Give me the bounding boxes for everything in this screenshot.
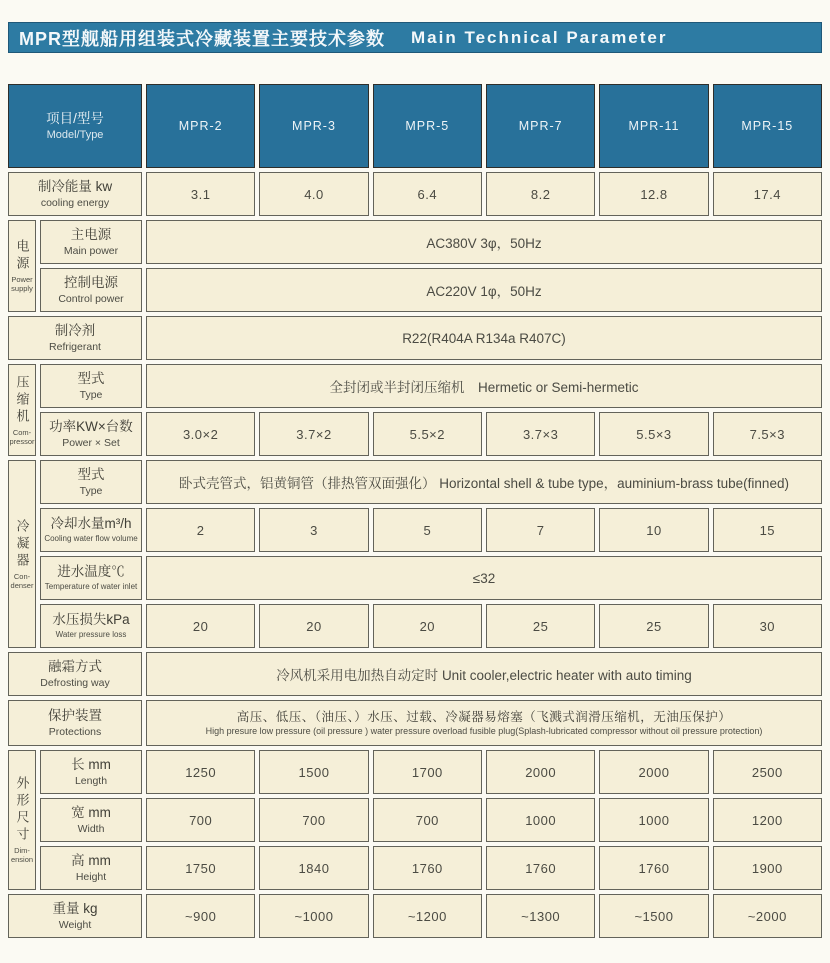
header-model-mpr7: MPR-7 xyxy=(486,84,595,168)
section-condenser xyxy=(8,460,822,648)
label-zh: 制冷能量 kw xyxy=(37,179,113,195)
label-en: Length xyxy=(74,774,108,787)
water-inlet-temp-value: ≤32 xyxy=(146,556,822,600)
power-set-value: 3.0×2 xyxy=(146,412,255,456)
group-zh: 冷凝器 xyxy=(14,518,30,570)
label-zh: 融霜方式 xyxy=(48,659,102,675)
pressure-loss-value: 25 xyxy=(599,604,708,648)
weight-value: ~900 xyxy=(146,894,255,938)
label-water-inlet-temp xyxy=(40,556,142,600)
label-zh: 控制电源 xyxy=(64,275,118,291)
label-zh: 保护装置 xyxy=(48,708,102,724)
length-value: 1250 xyxy=(146,750,255,794)
compressor-type-value: 全封闭或半封闭压缩机 Hermetic or Semi-hermetic xyxy=(146,364,822,408)
cooling-energy-value: 17.4 xyxy=(713,172,822,216)
label-zh: 高 mm xyxy=(71,853,111,869)
label-protections xyxy=(8,700,142,746)
width-value: 700 xyxy=(373,798,482,842)
label-en: Water pressure loss xyxy=(55,630,127,640)
label-main-power xyxy=(40,220,142,264)
power-set-value: 5.5×3 xyxy=(599,412,708,456)
row-power-set xyxy=(40,412,822,456)
header-model-mpr11: MPR-11 xyxy=(599,84,708,168)
height-value: 1760 xyxy=(373,846,482,890)
label-zh: 型式 xyxy=(77,371,105,387)
length-value: 2500 xyxy=(713,750,822,794)
power-set-value: 5.5×2 xyxy=(373,412,482,456)
label-control-power xyxy=(40,268,142,312)
group-zh: 外形尺寸 xyxy=(14,776,30,844)
weight-value: ~2000 xyxy=(713,894,822,938)
cooling-energy-value: 8.2 xyxy=(486,172,595,216)
label-power-set xyxy=(40,412,142,456)
main-power-value: AC380V 3φ，50Hz xyxy=(146,220,822,264)
section-power-supply xyxy=(8,220,822,312)
group-compressor xyxy=(8,364,36,456)
label-en: Refrigerant xyxy=(49,340,101,353)
condenser-type-value: 卧式壳管式，铝黄铜管（排热管双面强化） Horizontal shell & tube type，auminium-brass tube(finned) xyxy=(146,460,822,504)
group-zh: 压缩机 xyxy=(14,374,30,426)
length-value: 2000 xyxy=(486,750,595,794)
title-bar xyxy=(8,22,822,53)
label-defrosting xyxy=(8,652,142,696)
row-cooling-energy xyxy=(8,172,822,216)
weight-value: ~1000 xyxy=(259,894,368,938)
label-en: Control power xyxy=(58,292,124,305)
cooling-water-value: 10 xyxy=(599,508,708,552)
label-height xyxy=(40,846,142,890)
label-zh: 宽 mm xyxy=(71,805,111,821)
weight-value: ~1300 xyxy=(486,894,595,938)
label-en: cooling energy xyxy=(40,196,110,209)
label-en: Height xyxy=(75,870,107,883)
label-en: Weight xyxy=(58,918,92,931)
row-protections xyxy=(8,700,822,746)
row-length xyxy=(40,750,822,794)
power-set-value: 3.7×3 xyxy=(486,412,595,456)
group-en: Dim- ension xyxy=(10,846,34,864)
label-en: Type xyxy=(79,484,103,497)
cooling-energy-value: 3.1 xyxy=(146,172,255,216)
height-value: 1760 xyxy=(486,846,595,890)
page-title-en: Main Technical Parameter xyxy=(411,27,668,47)
header-corner-cell xyxy=(8,84,142,168)
row-weight xyxy=(8,894,822,938)
label-zh: 长 mm xyxy=(71,757,111,773)
label-zh: 冷却水量m³/h xyxy=(50,516,132,532)
label-zh: 重量 kg xyxy=(52,901,98,917)
cooling-water-value: 2 xyxy=(146,508,255,552)
label-en: Power × Set xyxy=(62,436,120,449)
height-value: 1900 xyxy=(713,846,822,890)
power-set-value: 3.7×2 xyxy=(259,412,368,456)
group-dimension xyxy=(8,750,36,890)
width-value: 700 xyxy=(259,798,368,842)
width-value: 1200 xyxy=(713,798,822,842)
header-model-mpr2: MPR-2 xyxy=(146,84,255,168)
label-zh: 制冷剂 xyxy=(54,323,96,339)
length-value: 1700 xyxy=(373,750,482,794)
width-value: 1000 xyxy=(599,798,708,842)
width-value: 1000 xyxy=(486,798,595,842)
height-value: 1750 xyxy=(146,846,255,890)
cooling-water-value: 5 xyxy=(373,508,482,552)
label-zh: 进水温度℃ xyxy=(57,564,125,580)
row-main-power xyxy=(40,220,822,264)
weight-value: ~1500 xyxy=(599,894,708,938)
weight-value: ~1200 xyxy=(373,894,482,938)
cooling-energy-value: 4.0 xyxy=(259,172,368,216)
control-power-value: AC220V 1φ，50Hz xyxy=(146,268,822,312)
label-en: Protections xyxy=(48,725,102,738)
row-height xyxy=(40,846,822,890)
protections-value-zh: 高压、低压、（油压、）水压、过载、冷凝器易熔塞（飞溅式润滑压缩机，无油压保护） xyxy=(236,709,732,724)
row-water-inlet-temp xyxy=(40,556,822,600)
label-cooling-water xyxy=(40,508,142,552)
label-en: Type xyxy=(79,388,103,401)
header-model-mpr3: MPR-3 xyxy=(259,84,368,168)
cooling-water-value: 7 xyxy=(486,508,595,552)
row-cooling-water xyxy=(40,508,822,552)
label-width xyxy=(40,798,142,842)
pressure-loss-value: 20 xyxy=(373,604,482,648)
group-power-supply xyxy=(8,220,36,312)
label-en: Width xyxy=(77,822,105,835)
pressure-loss-value: 25 xyxy=(486,604,595,648)
height-value: 1840 xyxy=(259,846,368,890)
row-width xyxy=(40,798,822,842)
length-value: 2000 xyxy=(599,750,708,794)
table-header-row xyxy=(8,84,822,168)
cooling-energy-value: 6.4 xyxy=(373,172,482,216)
height-value: 1760 xyxy=(599,846,708,890)
label-weight xyxy=(8,894,142,938)
row-condenser-type xyxy=(40,460,822,504)
section-compressor xyxy=(8,364,822,456)
row-compressor-type xyxy=(40,364,822,408)
header-model-mpr5: MPR-5 xyxy=(373,84,482,168)
row-refrigerant xyxy=(8,316,822,360)
row-control-power xyxy=(40,268,822,312)
header-model-mpr15: MPR-15 xyxy=(713,84,822,168)
pressure-loss-value: 30 xyxy=(713,604,822,648)
header-corner-en: Model/Type xyxy=(46,128,104,141)
section-dimension xyxy=(8,750,822,890)
group-zh: 电源 xyxy=(14,239,30,273)
label-length xyxy=(40,750,142,794)
group-en: Power supply xyxy=(11,275,33,293)
row-defrosting xyxy=(8,652,822,696)
group-en: Con- denser xyxy=(10,571,34,590)
page-title-zh: MPR型舰船用组装式冷藏装置主要技术参数 xyxy=(19,28,385,49)
defrosting-value: 冷风机采用电加热自动定时 Unit cooler,electric heater with auto timing xyxy=(146,652,822,696)
label-zh: 功率KW×台数 xyxy=(49,419,133,435)
label-refrigerant xyxy=(8,316,142,360)
label-en: Cooling water flow volume xyxy=(44,534,138,544)
group-en: Com- pressor xyxy=(9,427,35,446)
label-zh: 水压损失kPa xyxy=(52,612,130,628)
label-cooling-energy xyxy=(8,172,142,216)
label-compressor-type xyxy=(40,364,142,408)
refrigerant-value: R22(R404A R134a R407C) xyxy=(146,316,822,360)
label-en: Main power xyxy=(63,244,119,257)
label-zh: 主电源 xyxy=(70,227,112,243)
pressure-loss-value: 20 xyxy=(259,604,368,648)
protections-value xyxy=(146,700,822,746)
width-value: 700 xyxy=(146,798,255,842)
cooling-energy-value: 12.8 xyxy=(599,172,708,216)
length-value: 1500 xyxy=(259,750,368,794)
header-corner-zh: 项目/型号 xyxy=(46,110,104,126)
cooling-water-value: 3 xyxy=(259,508,368,552)
power-set-value: 7.5×3 xyxy=(713,412,822,456)
group-condenser xyxy=(8,460,36,648)
protections-value-en: High presure low pressure (oil pressure ) water pressure overload fusible plug(Splash-lubricated compressor without oil pressure protection) xyxy=(205,726,763,737)
row-pressure-loss xyxy=(40,604,822,648)
label-zh: 型式 xyxy=(77,467,105,483)
label-pressure-loss xyxy=(40,604,142,648)
cooling-water-value: 15 xyxy=(713,508,822,552)
label-en: Defrosting way xyxy=(40,676,110,689)
label-en: Temperature of water inlet xyxy=(44,582,138,592)
label-condenser-type xyxy=(40,460,142,504)
pressure-loss-value: 20 xyxy=(146,604,255,648)
spec-table xyxy=(8,84,822,938)
